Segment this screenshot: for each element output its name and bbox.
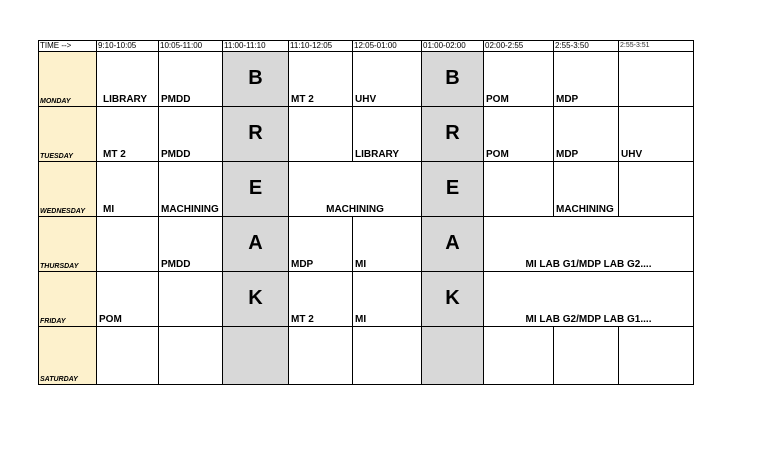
- cell-tuesday-slot2[interactable]: PMDD: [159, 107, 223, 162]
- break-letter[interactable]: A: [422, 217, 484, 272]
- break-letter[interactable]: B: [223, 52, 289, 107]
- slot-header[interactable]: 11:00-11:10: [223, 41, 289, 52]
- break-letter[interactable]: K: [422, 272, 484, 327]
- cell-friday-slot1[interactable]: POM: [97, 272, 159, 327]
- day-name-saturday[interactable]: SATURDAY: [39, 327, 97, 385]
- break-letter[interactable]: R: [422, 107, 484, 162]
- break-letter[interactable]: K: [223, 272, 289, 327]
- table-row: [39, 52, 694, 107]
- slot-header[interactable]: 01:00-02:00: [422, 41, 484, 52]
- timetable-sheet: [38, 40, 693, 385]
- cell-tuesday-slot1[interactable]: MT 2: [97, 107, 159, 162]
- break-cell[interactable]: [223, 327, 289, 385]
- cell-saturday-slot8[interactable]: [554, 327, 619, 385]
- table-row: [39, 272, 694, 327]
- cell-saturday-slot7[interactable]: [484, 327, 554, 385]
- cell-thursday-slot4[interactable]: MDP: [289, 217, 353, 272]
- break-letter[interactable]: E: [422, 162, 484, 217]
- cell-tuesday-slot8[interactable]: MDP: [554, 107, 619, 162]
- slot-header[interactable]: 9:10-10:05: [97, 41, 159, 52]
- cell-tuesday-slot4[interactable]: [289, 107, 353, 162]
- day-name-tuesday[interactable]: TUESDAY: [39, 107, 97, 162]
- day-name-monday[interactable]: MONDAY: [39, 52, 97, 107]
- cell-monday-slot9[interactable]: [619, 52, 694, 107]
- header-row: [39, 41, 694, 52]
- cell-friday-lab[interactable]: MI LAB G2/MDP LAB G1....: [484, 272, 694, 327]
- time-label-cell[interactable]: TIME -->: [39, 41, 97, 52]
- break-letter[interactable]: A: [223, 217, 289, 272]
- cell-wednesday-slot9[interactable]: [619, 162, 694, 217]
- break-letter[interactable]: R: [223, 107, 289, 162]
- slot-header[interactable]: 02:00-2:55: [484, 41, 554, 52]
- cell-tuesday-slot7[interactable]: POM: [484, 107, 554, 162]
- cell-monday-slot2[interactable]: PMDD: [159, 52, 223, 107]
- cell-thursday-slot2[interactable]: PMDD: [159, 217, 223, 272]
- cell-wednesday-slot4-5[interactable]: MACHINING: [289, 162, 422, 217]
- cell-saturday-slot9[interactable]: [619, 327, 694, 385]
- cell-thursday-slot5[interactable]: MI: [353, 217, 422, 272]
- cell-monday-slot1[interactable]: LIBRARY: [97, 52, 159, 107]
- cell-saturday-slot2[interactable]: [159, 327, 223, 385]
- cell-tuesday-slot9[interactable]: UHV: [619, 107, 694, 162]
- table-row: [39, 162, 694, 217]
- slot-header[interactable]: 2:55-3:50: [554, 41, 619, 52]
- cell-wednesday-slot1[interactable]: MI: [97, 162, 159, 217]
- cell-monday-slot4[interactable]: MT 2: [289, 52, 353, 107]
- cell-tuesday-slot5[interactable]: LIBRARY: [353, 107, 422, 162]
- timetable: [38, 40, 694, 385]
- cell-wednesday-slot2[interactable]: MACHINING: [159, 162, 223, 217]
- cell-friday-slot4[interactable]: MT 2: [289, 272, 353, 327]
- cell-thursday-lab[interactable]: MI LAB G1/MDP LAB G2....: [484, 217, 694, 272]
- cell-monday-slot7[interactable]: POM: [484, 52, 554, 107]
- table-row: [39, 107, 694, 162]
- cell-monday-slot8[interactable]: MDP: [554, 52, 619, 107]
- break-letter[interactable]: E: [223, 162, 289, 217]
- slot-header[interactable]: 12:05-01:00: [353, 41, 422, 52]
- table-row: [39, 217, 694, 272]
- day-name-thursday[interactable]: THURSDAY: [39, 217, 97, 272]
- cell-saturday-slot4[interactable]: [289, 327, 353, 385]
- day-name-wednesday[interactable]: WEDNESDAY: [39, 162, 97, 217]
- cell-thursday-slot1[interactable]: [97, 217, 159, 272]
- cell-saturday-slot5[interactable]: [353, 327, 422, 385]
- break-cell[interactable]: [422, 327, 484, 385]
- cell-friday-slot5[interactable]: MI: [353, 272, 422, 327]
- cell-friday-slot2[interactable]: [159, 272, 223, 327]
- cell-monday-slot5[interactable]: UHV: [353, 52, 422, 107]
- cell-saturday-slot1[interactable]: [97, 327, 159, 385]
- cell-wednesday-slot7[interactable]: [484, 162, 554, 217]
- slot-header[interactable]: 10:05-11:00: [159, 41, 223, 52]
- slot-header[interactable]: 11:10-12:05: [289, 41, 353, 52]
- break-letter[interactable]: B: [422, 52, 484, 107]
- day-name-friday[interactable]: FRIDAY: [39, 272, 97, 327]
- cell-wednesday-slot8[interactable]: MACHINING: [554, 162, 619, 217]
- table-row: [39, 327, 694, 385]
- slot-header[interactable]: 2:55-3:51: [619, 41, 694, 52]
